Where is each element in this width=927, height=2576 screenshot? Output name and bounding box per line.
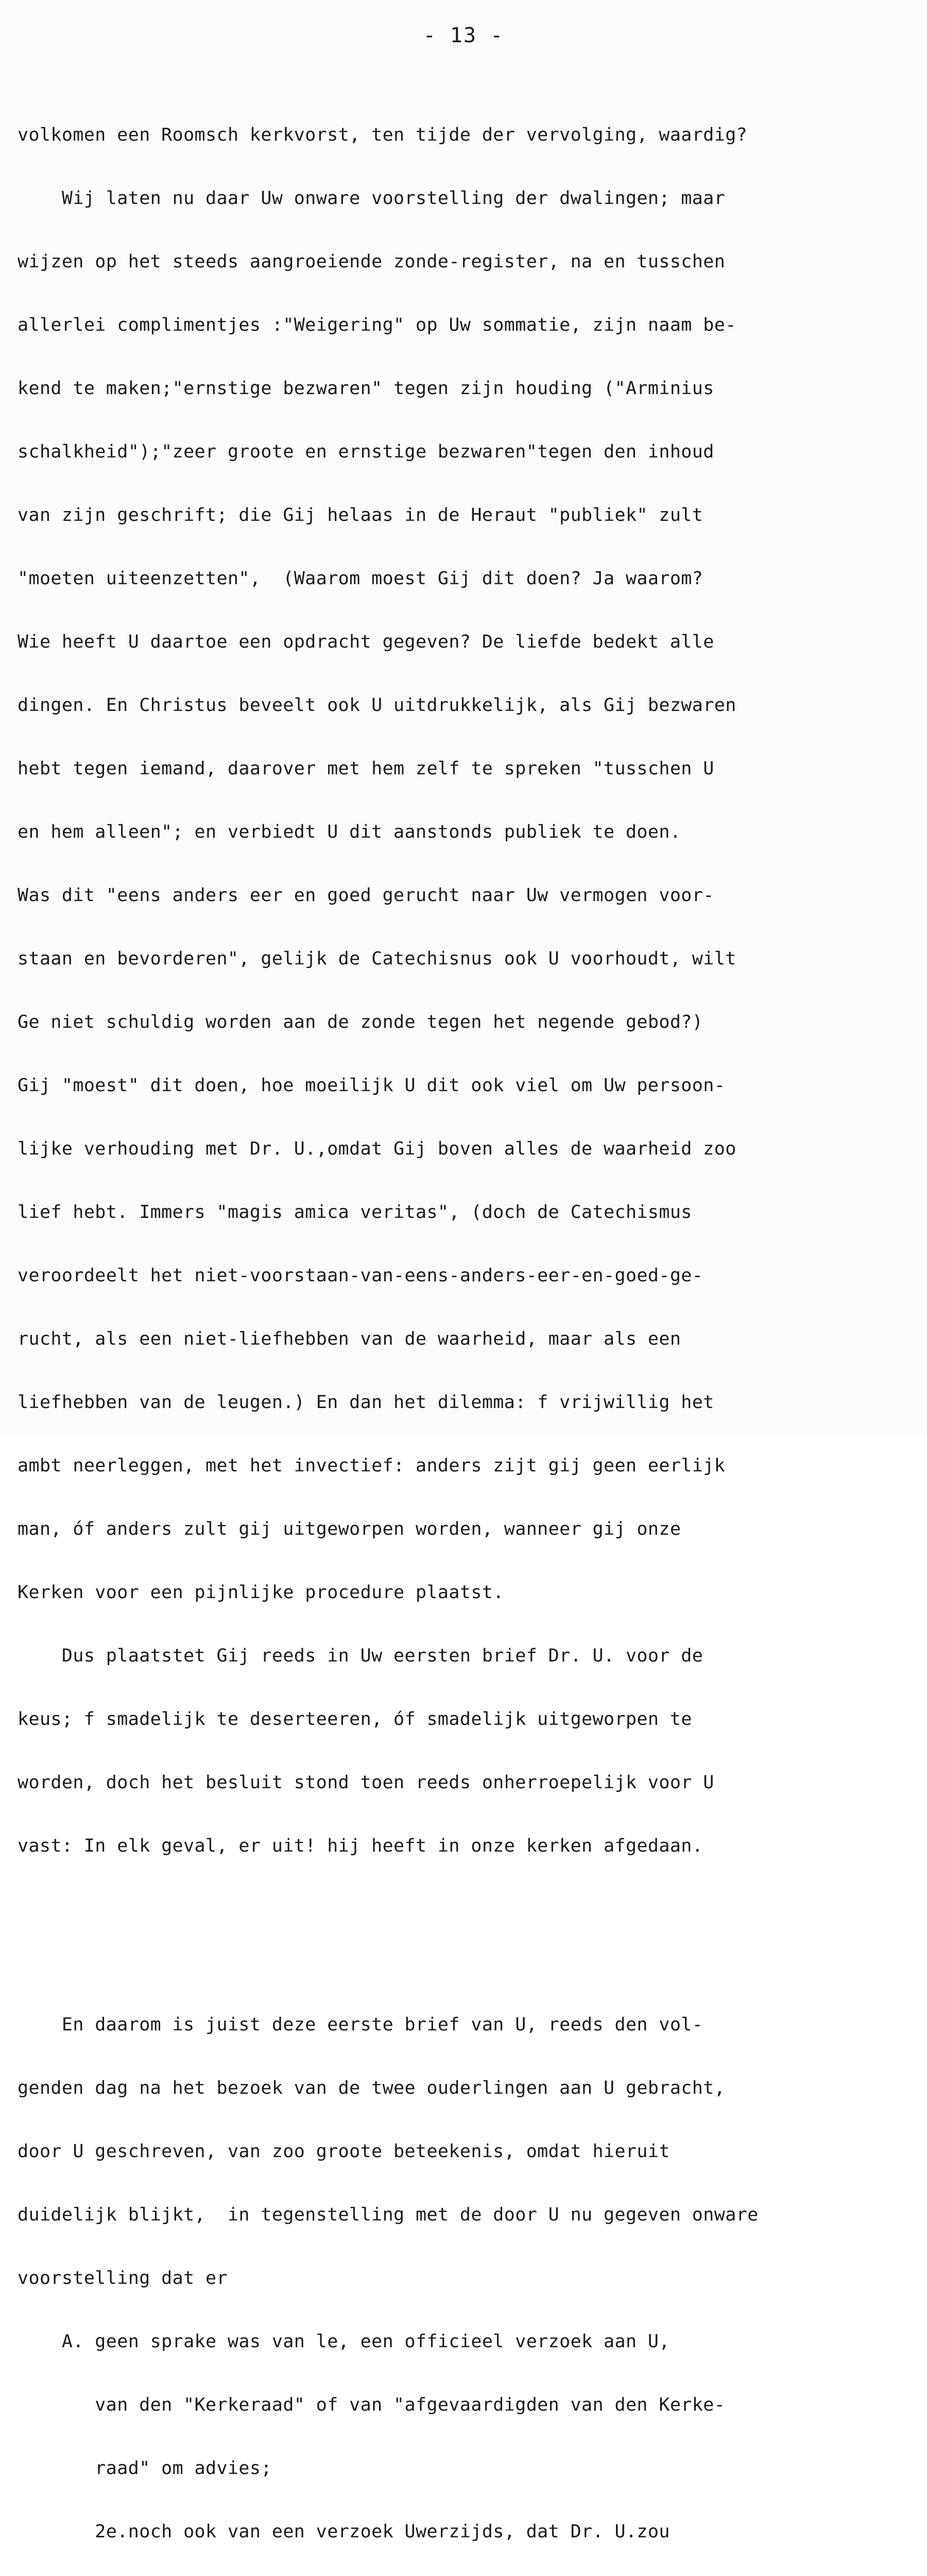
text-line: kend te maken;"ernstige bezwaren" tegen zijn houding ("Arminius [18,378,714,399]
paragraph-gap [18,1920,903,1951]
text-line: man, óf anders zult gij uitgeworpen worden, wanneer gij onze [18,1519,681,1539]
text-line: van den "Kerkeraad" of van "afgevaardigden van den Kerke- [18,2395,726,2415]
text-line: allerlei complimentjes :"Weigering" op Uw sommatie, zijn naam be- [18,315,736,335]
text-line: dingen. En Christus beveelt ook U uitdrukkelijk, als Gij bezwaren [18,695,736,716]
text-line: Kerken voor een pijnlijke procedure plaatst. [18,1582,504,1603]
text-line: Gij "moest" dit doen, hoe moeilijk U dit ook viel om Uw persoon- [18,1075,726,1096]
text-line: Ge niet schuldig worden aan de zonde tegen het negende gebod?) [18,1012,703,1032]
text-line: lief hebt. Immers "magis amica veritas", (doch de Catechismus [18,1202,692,1223]
text-line: liefhebben van de leugen.) En dan het dilemma: f vrijwillig het [18,1392,714,1413]
text-line: 2e.noch ook van een verzoek Uwerzijds, dat Dr. U.zou [18,2521,670,2542]
text-line: schalkheid");"zeer groote en ernstige bezwaren"tegen den inhoud [18,442,714,462]
text-line: rucht, als een niet-liefhebben van de waarheid, maar als een [18,1329,681,1349]
text-line: Wij laten nu daar Uw onware voorstelling der dwalingen; maar [18,188,726,209]
text-line: "moeten uiteenzetten", (Waarom moest Gij dit doen? Ja waarom? [18,568,703,589]
list-item-a: A. geen sprake was van le, een officieel verzoek aan U, [18,2331,670,2352]
text-line: Dus plaatstet Gij reeds in Uw eersten brief Dr. U. voor de [18,1646,703,1666]
text-line: lijke verhouding met Dr. U.,omdat Gij boven alles de waarheid zoo [18,1139,736,1159]
text-line: raad" om advies; [18,2458,272,2479]
text-line: volkomen een Roomsch kerkvorst, ten tijde der vervolging, waardig? [18,125,748,145]
text-line: en hem alleen"; en verbiedt U dit aanstonds publiek te doen. [18,822,681,842]
text-line: keus; f smadelijk te deserteeren, óf smadelijk uitgeworpen te [18,1709,692,1730]
text-line: staan en bevorderen", gelijk de Catechisnus ook U voorhoudt, wilt [18,948,736,969]
text-line: door U geschreven, van zoo groote beteekenis, omdat hieruit [18,2141,670,2162]
text-line: En daarom is juist deze eerste brief van U, reeds den vol- [18,2014,703,2035]
text-line: hebt tegen iemand, daarover met hem zelf te spreken "tusschen U [18,758,714,779]
text-line: voorstelling dat er [18,2268,228,2289]
text-line: vast: In elk geval, er uit! hij heeft in onze kerken afgedaan. [18,1836,703,1856]
text-line: Was dit "eens anders eer en goed gerucht naar Uw vermogen voor- [18,885,714,906]
text-line: genden dag na het bezoek van de twee ouderlingen aan U gebracht, [18,2078,726,2098]
page-number: - 13 - [423,24,504,47]
text-line: duidelijk blijkt, in tegenstelling met de door U nu gegeven onware [18,2205,759,2225]
text-line: ambt neerleggen, met het invectief: anders zijt gij geen eerlijk [18,1455,726,1476]
text-line: worden, doch het besluit stond toen reeds onherroepelijk voor U [18,1772,714,1793]
text-line: veroordeelt het niet-voorstaan-van-eens-anders-eer-en-goed-ge- [18,1265,703,1286]
body-text [18,82,903,2576]
text-line: van zijn geschrift; die Gij helaas in de Heraut "publiek" zult [18,505,703,526]
text-line: wijzen op het steeds aangroeiende zonde-register, na en tusschen [18,251,726,272]
text-line: Wie heeft U daartoe een opdracht gegeven? De liefde bedekt alle [18,632,714,652]
